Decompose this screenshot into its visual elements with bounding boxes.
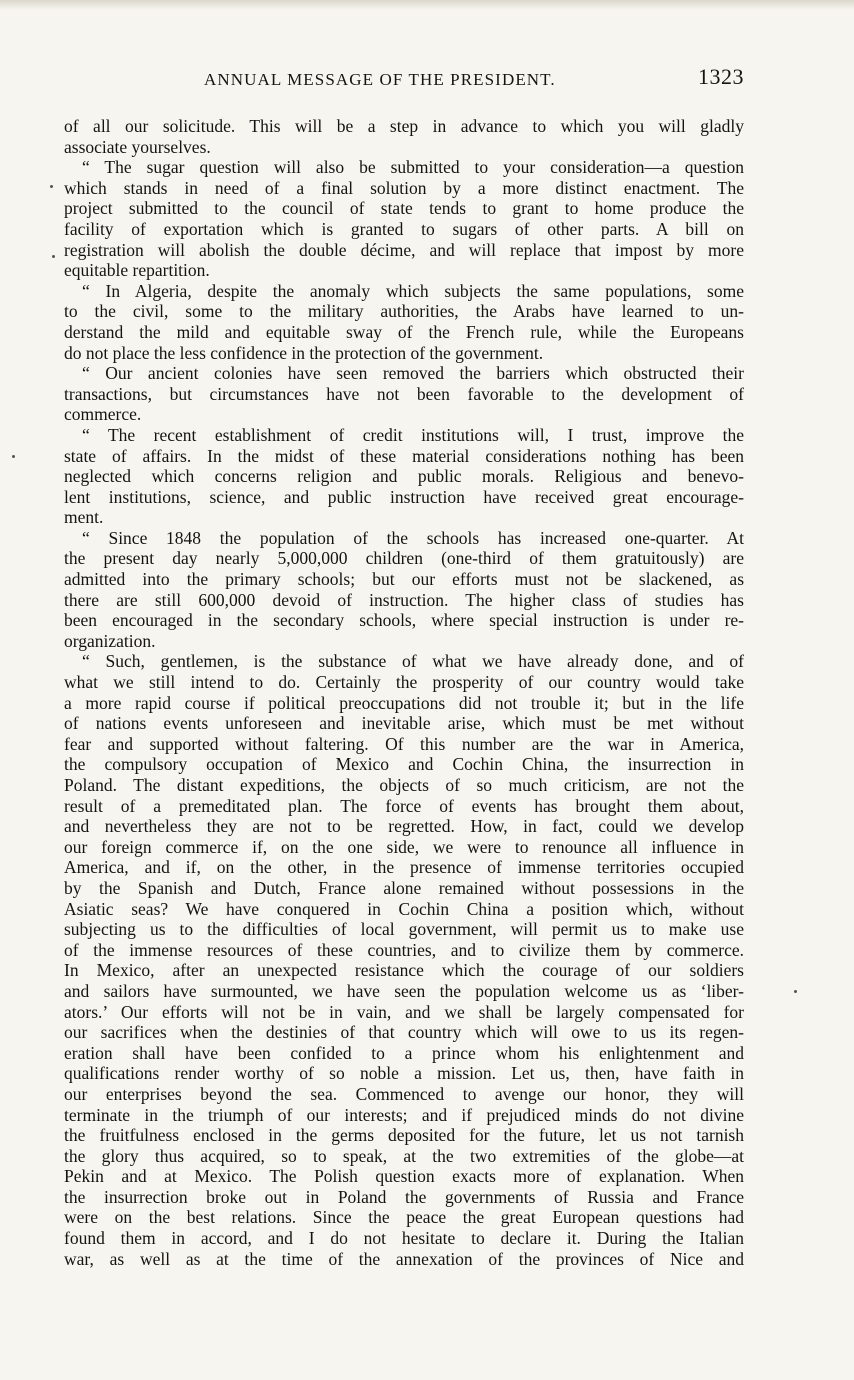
- text-line: “ Our ancient colonies have seen removed the barriers which obstructed their: [82, 363, 744, 384]
- text-line: our enterprises beyond the sea. Commenced to avenge our honor, they will: [64, 1083, 744, 1104]
- text-line: “ Such, gentlemen, is the substance of what we have already done, and of: [82, 651, 744, 672]
- text-line: which stands in need of a final solution by a more distinct enactment. The: [64, 177, 744, 198]
- text-line: Asiatic seas? We have conquered in Cochin China a position which, without: [64, 898, 744, 919]
- text-line: neglected which concerns religion and public morals. Religious and benevo-: [64, 466, 744, 487]
- text-line: eration shall have been confided to a prince whom his enlightenment and: [64, 1042, 744, 1063]
- text-line: state of affairs. In the midst of these material considerations nothing has been: [64, 445, 744, 466]
- text-line: subjecting us to the difficulties of local government, will permit us to make use: [64, 919, 744, 940]
- text-line: of the immense resources of these countries, and to civilize them by commerce.: [64, 939, 744, 960]
- text-line: there are still 600,000 devoid of instruction. The higher class of studies has: [64, 589, 744, 610]
- text-line: “ Since 1848 the population of the schools has increased one-quarter. At: [82, 527, 744, 548]
- running-title: ANNUAL MESSAGE OF THE PRESIDENT.: [204, 70, 556, 89]
- margin-speck: [12, 455, 15, 458]
- text-line: the compulsory occupation of Mexico and Cochin China, the insurrection in: [64, 754, 744, 775]
- text-line: and nevertheless they are not to be regretted. How, in fact, could we develop: [64, 816, 744, 837]
- text-line: the glory thus acquired, so to speak, at the two extremities of the globe—at: [64, 1145, 744, 1166]
- text-line: commerce.: [64, 404, 142, 425]
- text-line: war, as well as at the time of the annexation of the provinces of Nice and: [64, 1248, 744, 1269]
- text-line: and sailors have surmounted, we have seen the population welcome us as ‘liber-: [64, 980, 744, 1001]
- page-top-edge: [0, 0, 854, 10]
- text-line: of all our solicitude. This will be a step in advance to which you will gladly: [64, 116, 744, 136]
- text-line: qualifications render worthy of so noble a mission. Let us, then, have faith in: [64, 1063, 744, 1084]
- text-line: facility of exportation which is granted to sugars of other parts. A bill on: [64, 218, 744, 239]
- text-line: our sacrifices when the destinies of that country which will owe to us its regen-: [64, 1022, 744, 1043]
- text-line: the present day nearly 5,000,000 children (one-third of them gratuitously) are: [64, 548, 744, 569]
- text-line: “ The sugar question will also be submitted to your consideration—a question: [82, 157, 744, 178]
- text-line: registration will abolish the double décime, and will replace that impost by more: [64, 239, 744, 260]
- text-line: been encouraged in the secondary schools, where special instruction is under re-: [64, 610, 744, 631]
- text-line: the fruitfulness enclosed in the germs deposited for the future, let us not tarnish: [64, 1125, 744, 1146]
- text-line: transactions, but circumstances have not been favorable to the development of: [64, 383, 744, 404]
- text-line: found them in accord, and I do not hesitate to declare it. During the Italian: [64, 1228, 744, 1249]
- text-line: “ In Algeria, despite the anomaly which subjects the same populations, some: [82, 280, 744, 301]
- text-line: were on the best relations. Since the peace the great European questions had: [64, 1207, 744, 1228]
- text-line: [64, 1269, 744, 1290]
- margin-speck: [50, 185, 53, 188]
- text-line: project submitted to the council of state tends to grant to home produce the: [64, 198, 744, 219]
- text-line: admitted into the primary schools; but our efforts must not be slackened, as: [64, 569, 744, 590]
- text-line: terminate in the triumph of our interests; and if prejudiced minds do not divine: [64, 1104, 744, 1125]
- text-line: equitable repartition.: [64, 260, 210, 281]
- text-line: fear and supported without faltering. Of this number are the war in America,: [64, 733, 744, 754]
- text-line: Pekin and at Mexico. The Polish question exacts more of explanation. When: [64, 1166, 744, 1187]
- text-line: to the civil, some to the military authorities, the Arabs have learned to un-: [64, 301, 744, 322]
- text-line: Poland. The distant expeditions, the objects of so much criticism, are not the: [64, 775, 744, 795]
- text-line: ators.’ Our efforts will not be in vain, and we shall be largely compensated for: [64, 1001, 744, 1022]
- text-line: organization.: [64, 630, 156, 651]
- page-header: [64, 64, 744, 92]
- text-line: “ The recent establishment of credit institutions will, I trust, improve the: [82, 424, 744, 445]
- text-line: our foreign commerce if, on the one side, we were to renounce all influence in: [64, 836, 744, 857]
- text-line: by the Spanish and Dutch, France alone remained without possessions in the: [64, 877, 744, 898]
- margin-speck: [52, 255, 55, 258]
- margin-speck: [794, 990, 797, 993]
- text-line: a more rapid course if political preoccupations did not trouble it; but in the life: [64, 692, 744, 713]
- text-line: derstand the mild and equitable sway of the French rule, while the Europeans: [64, 321, 744, 342]
- text-line: do not place the less confidence in the protection of the government.: [64, 342, 544, 363]
- page-number: 1323: [698, 64, 744, 89]
- text-line: result of a premeditated plan. The force of events has brought them about,: [64, 795, 744, 816]
- text-line: what we still intend to do. Certainly the prosperity of our country would take: [64, 672, 744, 693]
- text-line: America, and if, on the other, in the presence of immense territories occupied: [64, 857, 744, 878]
- text-line: In Mexico, after an unexpected resistance which the courage of our soldiers: [64, 960, 744, 981]
- body-text: [64, 116, 744, 1290]
- text-line: the insurrection broke out in Poland the governments of Russia and France: [64, 1186, 744, 1207]
- text-line: associate yourselves.: [64, 136, 211, 157]
- text-line: of nations events unforeseen and inevitable arise, which must be met without: [64, 713, 744, 734]
- text-line: lent institutions, science, and public instruction have received great encourage-: [64, 486, 744, 507]
- text-line: ment.: [64, 507, 104, 528]
